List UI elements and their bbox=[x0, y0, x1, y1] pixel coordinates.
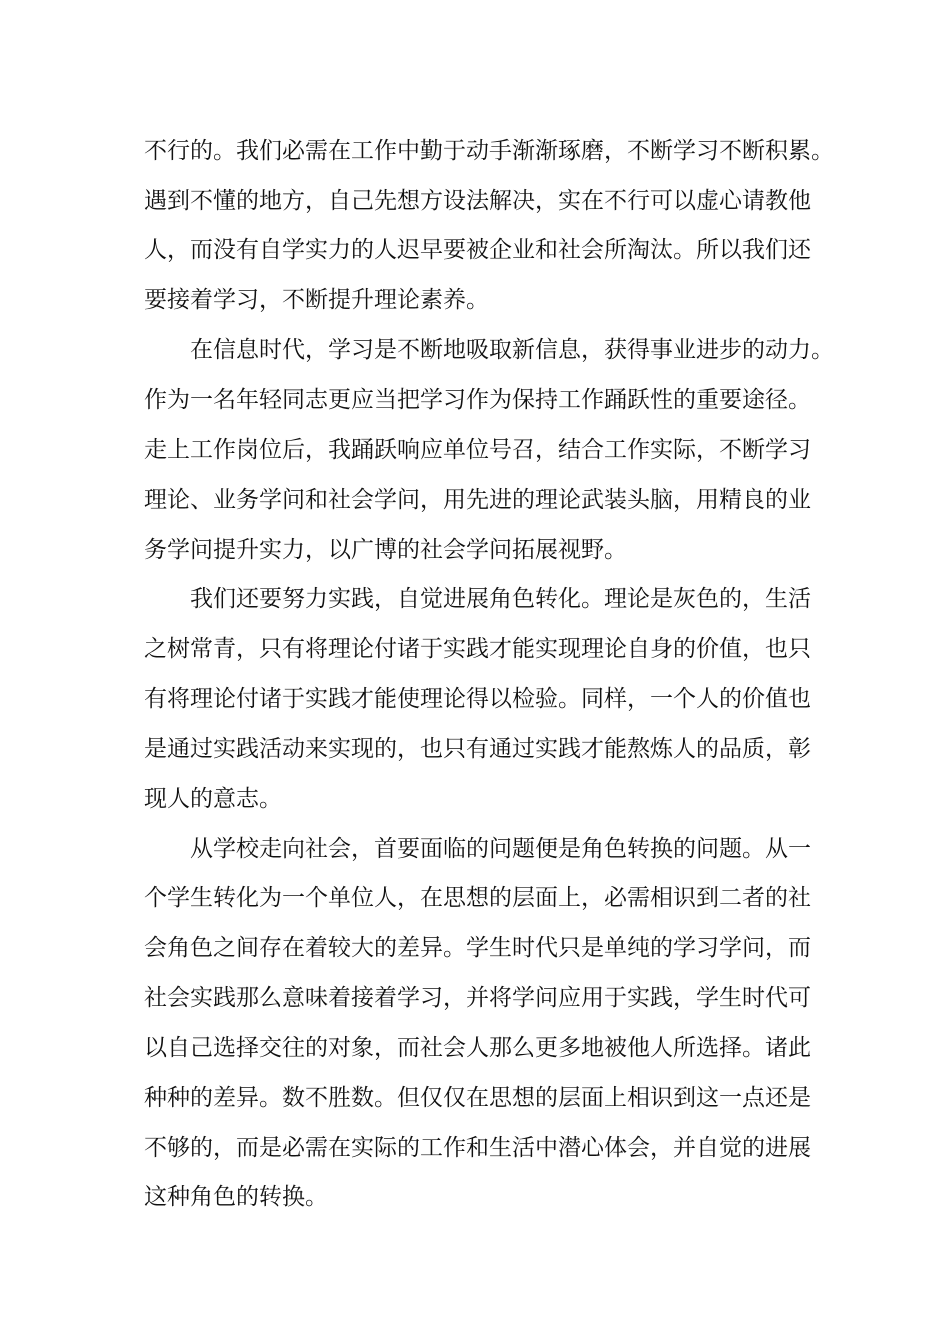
text-line: 个学生转化为一个单位人，在思想的层面上，必需相识到二者的社 bbox=[144, 885, 811, 911]
text-line: 之树常青，只有将理论付诸于实践才能实现理论自身的价值，也只 bbox=[144, 636, 811, 662]
text-line: 种种的差异。数不胜数。但仅仅在思想的层面上相识到这一点还是 bbox=[144, 1085, 811, 1111]
text-line: 这种角色的转换。 bbox=[144, 1184, 328, 1210]
text-line: 有将理论付诸于实践才能使理论得以检验。同样，一个人的价值也 bbox=[144, 686, 811, 712]
text-line: 人，而没有自学实力的人迟早要被企业和社会所淘汰。所以我们还 bbox=[144, 237, 811, 263]
text-line: 现人的意志。 bbox=[144, 786, 282, 812]
text-line: 务学问提升实力，以广博的社会学问拓展视野。 bbox=[144, 537, 627, 563]
text-line: 社会实践那么意味着接着学习，并将学问应用于实践，学生时代可 bbox=[144, 985, 811, 1011]
paragraph-first-line: 从学校走向社会，首要面临的问题便是角色转换的问题。从一 bbox=[190, 836, 811, 862]
text-line: 是通过实践活动来实现的，也只有通过实践才能熬炼人的品质，彰 bbox=[144, 736, 811, 762]
text-line: 理论、业务学问和社会学问，用先进的理论武装头脑，用精良的业 bbox=[144, 487, 811, 513]
text-line: 走上工作岗位后，我踊跃响应单位号召，结合工作实际，不断学习 bbox=[144, 437, 811, 463]
text-line: 不行的。我们必需在工作中勤于动手渐渐琢磨，不断学习不断积累。 bbox=[144, 138, 834, 164]
text-line: 以自己选择交往的对象，而社会人那么更多地被他人所选择。诸此 bbox=[144, 1035, 811, 1061]
paragraph-first-line: 我们还要努力实践，自觉进展角色转化。理论是灰色的，生活 bbox=[190, 586, 811, 612]
text-line: 作为一名年轻同志更应当把学习作为保持工作踊跃性的重要途径。 bbox=[144, 387, 811, 413]
text-line: 要接着学习，不断提升理论素养。 bbox=[144, 287, 489, 313]
text-line: 遇到不懂的地方，自己先想方设法解决，实在不行可以虚心请教他 bbox=[144, 188, 811, 214]
text-line: 不够的，而是必需在实际的工作和生活中潜心体会，并自觉的进展 bbox=[144, 1135, 811, 1161]
text-line: 会角色之间存在着较大的差异。学生时代只是单纯的学习学问，而 bbox=[144, 935, 811, 961]
paragraph-first-line: 在信息时代，学习是不断地吸取新信息，获得事业进步的动力。 bbox=[190, 337, 834, 363]
